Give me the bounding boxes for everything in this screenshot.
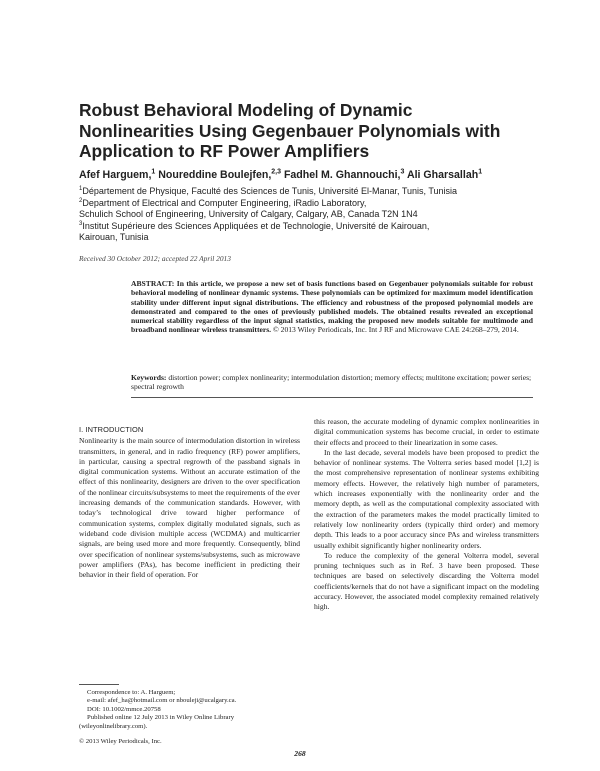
- abstract-label: ABSTRACT:: [131, 279, 175, 288]
- author-name: Ali Gharsallah: [404, 169, 479, 181]
- title-line-3: Application to RF Power Amplifiers: [79, 141, 370, 161]
- footnote: [79, 689, 300, 731]
- affiliation-1: $^1$Département de Physique, Faculté des Sciences de Tunis, Université El-Manar, Tunis, Tunisia: [79, 186, 458, 196]
- author-name: Noureddine Boulejfen,: [155, 169, 272, 181]
- author-affil-sup: 1: [151, 168, 156, 176]
- footnote-email: e-mail: afef_ha@hotmail.com or nbouleji@ucalgary.ca.: [87, 697, 237, 705]
- title-line-1: Robust Behavioral Modeling of Dynamic: [79, 100, 413, 120]
- section-heading: I. INTRODUCTION: [79, 425, 144, 434]
- abstract: [131, 279, 533, 335]
- footnote-correspondence: Correspondence to: A. Harguem;: [87, 689, 176, 696]
- affiliation-3: $^3$Institut Supérieure des Sciences Appliquées et de Technologie, Université de Kairouan,: [79, 220, 430, 231]
- footnote-doi: DOI: 10.1002/mmce.20758: [87, 705, 161, 713]
- body-paragraph: Nonlinearity is the main source of intermodulation distortion in wireless transmitters, in general, and in radio frequency (RF) power amplifiers, in particular, causing a spectral regrowth of the passband signals in digital communication systems. Without an accurate estimation of the effect of this nonlinearity, designers are driven to the over specification of the nonlinear circuits/subsystems to meet the requirements of the ever increasing demands of the communication standards. However, with today’s technological drive toward higher performance of communication systems, complex digitally modulated signals, such as wideband code division multiple access (WCDMA) and multicarrier signals, are being used more and more frequently. Consequently, blind over specification of nonlinear systems/subsystems, such as microwave power amplifiers (PAs), has become inefficient in predicting their behavior in their field of operation. For: [79, 436, 300, 580]
- body-paragraph: this reason, the accurate modeling of dynamic complex nonlinearities in digital communication systems has become crucial, in order to estimate their effects and proceed to their linearization in some cases.: [314, 417, 539, 447]
- keywords: [131, 373, 533, 392]
- body-paragraph: In the last decade, several models have been proposed to predict the behavior of nonlinear systems. The Volterra series based model [1,2] is the most comprehensive representation of nonlinear systems exhibiting memory effects. However, the relatively high number of parameters, which increases exponentially with the nonlinearity order and the memory depth, as well as the computational complexity associated with the extraction of the parameters makes the model practically limited to relatively low nonlinearity orders (typically third order) and memory depth. This leads to a poor accuracy since PAs and wireless transmitters usually exhibit significantly higher nonlinearity orders.: [314, 447, 539, 550]
- affiliation-2: $^2$Department of Electrical and Computer Engineering, iRadio Laboratory,: [79, 197, 367, 208]
- author-list: [79, 168, 539, 182]
- author-affil-sup: 2,3: [271, 168, 281, 176]
- page-number: 268: [294, 749, 306, 758]
- affiliations: [79, 186, 549, 244]
- author-affil-sup: 3: [400, 168, 405, 176]
- author-affil-sup: 1: [478, 168, 483, 176]
- right-column: [314, 417, 539, 613]
- author-name: Fadhel M. Ghannouchi,: [281, 169, 401, 181]
- received-dates: Received 30 October 2012; accepted 22 April 2013: [79, 254, 231, 263]
- footnote-published: Published online 12 July 2013 in Wiley Online Library (wileyonlinelibrary.com).: [79, 714, 235, 730]
- keywords-label: Keywords:: [131, 373, 167, 382]
- article-title: [79, 100, 539, 162]
- title-line-2: Nonlinearities Using Gegenbauer Polynomials with: [79, 120, 501, 141]
- footnote-divider: [79, 684, 119, 685]
- body-paragraph: To reduce the complexity of the general Volterra model, several pruning techniques such as in Ref. 3 have been proposed. These techniques are based on selectively discarding the Volterra model coefficients/kernels that do not have a significant impact on the modeling accuracy. However, the associated model complexity remained relatively high.: [314, 550, 539, 612]
- abstract-citation: © 2013 Wiley Periodicals, Inc. Int J RF and Microwave CAE 24:268–279, 2014.: [272, 325, 519, 335]
- left-column: [79, 425, 300, 580]
- copyright: © 2013 Wiley Periodicals, Inc.: [79, 738, 162, 745]
- author-name: Afef Harguem,: [79, 169, 152, 181]
- affiliation-2-cont: Schulich School of Engineering, University of Calgary, Calgary, AB, Canada T2N 1N4: [79, 209, 418, 220]
- affiliation-3-cont: Kairouan, Tunisia: [79, 232, 149, 243]
- keywords-text: distortion power; complex nonlinearity; intermodulation distortion; memory effects; multitone excitation; power series; spectral regrowth: [131, 373, 532, 392]
- abstract-text: In this article, we propose a new set of basis functions based on Gegenbauer polynomials suitable for robust behavioral modeling of nonlinear dynamic systems. These polynomials can be optimized for maximum model identification stability under different input signal distributions. The efficiency and robustness of the proposed polynomial models are demonstrated and compared to the ones of previously published models. The obtained results revealed an exceptional numerical stability regardless of the input signal statistics, making the proposed new models suitable for multimode and broadband nonlinear wireless transmitters.: [131, 279, 533, 335]
- abstract-divider: [131, 397, 533, 398]
